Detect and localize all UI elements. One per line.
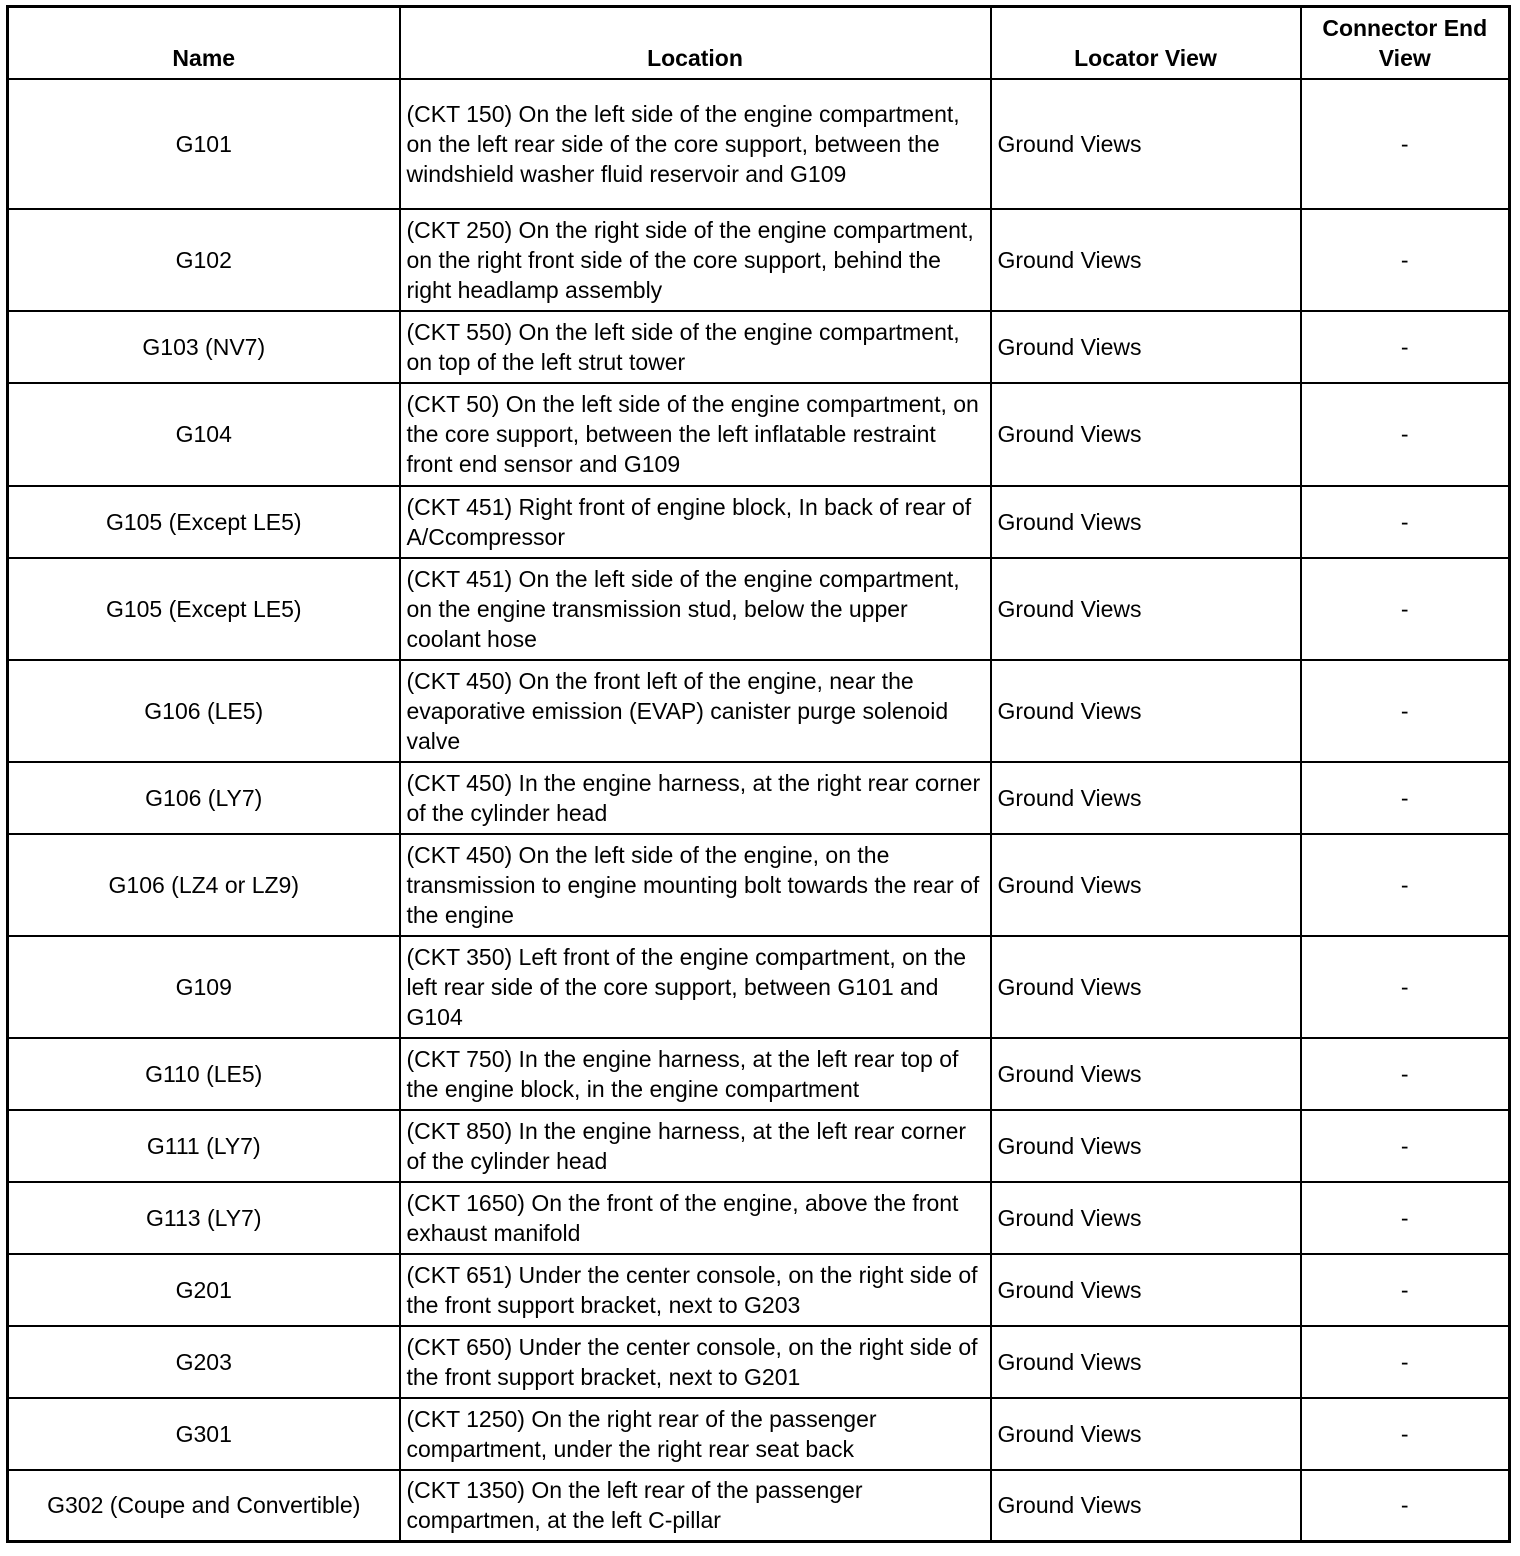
row-location: (CKT 450) On the left side of the engine, on the transmission to engine mounting bolt towards the rear of the engine [400, 834, 991, 936]
row-name: G106 (LY7) [8, 762, 400, 834]
row-locator-view: Ground Views [991, 209, 1301, 311]
row-locator-view: Ground Views [991, 1110, 1301, 1182]
row-name: G104 [8, 383, 400, 486]
row-name: G109 [8, 936, 400, 1038]
row-location: (CKT 350) Left front of the engine compartment, on the left rear side of the core support, between G101 and G104 [400, 936, 991, 1038]
row-locator-view: Ground Views [991, 1182, 1301, 1254]
row-location: (CKT 450) On the front left of the engine, near the evaporative emission (EVAP) canister purge solenoid valve [400, 660, 991, 762]
row-location: (CKT 450) In the engine harness, at the right rear corner of the cylinder head [400, 762, 991, 834]
row-connector-end-view: - [1301, 1398, 1510, 1470]
row-name: G101 [8, 79, 400, 209]
table-row [8, 1254, 1510, 1326]
ground-locations-table [6, 5, 1511, 1543]
row-name: G105 (Except LE5) [8, 486, 400, 558]
row-location: (CKT 651) Under the center console, on the right side of the front support bracket, next to G203 [400, 1254, 991, 1326]
row-location: (CKT 1650) On the front of the engine, above the front exhaust manifold [400, 1182, 991, 1254]
row-name: G302 (Coupe and Convertible) [8, 1470, 400, 1542]
row-connector-end-view: - [1301, 79, 1510, 209]
row-connector-end-view: - [1301, 558, 1510, 660]
row-locator-view: Ground Views [991, 1038, 1301, 1110]
row-location: (CKT 1350) On the left rear of the passenger compartmen, at the left C-pillar [400, 1470, 991, 1542]
row-location: (CKT 451) Right front of engine block, In back of rear of A/Ccompressor [400, 486, 991, 558]
table-row [8, 660, 1510, 762]
header-location: Location [400, 7, 991, 79]
table-row [8, 311, 1510, 383]
row-connector-end-view: - [1301, 311, 1510, 383]
row-location: (CKT 150) On the left side of the engine compartment, on the left rear side of the core support, between the windshield washer fluid reservoir and G109 [400, 79, 991, 209]
row-name: G110 (LE5) [8, 1038, 400, 1110]
row-connector-end-view: - [1301, 383, 1510, 486]
row-location: (CKT 250) On the right side of the engine compartment, on the right front side of the core support, behind the right headlamp assembly [400, 209, 991, 311]
row-connector-end-view: - [1301, 834, 1510, 936]
row-locator-view: Ground Views [991, 762, 1301, 834]
row-locator-view: Ground Views [991, 1470, 1301, 1542]
row-name: G301 [8, 1398, 400, 1470]
row-connector-end-view: - [1301, 1038, 1510, 1110]
header-connector-end-view: Connector End View [1301, 7, 1510, 79]
row-locator-view: Ground Views [991, 834, 1301, 936]
row-location: (CKT 650) Under the center console, on the right side of the front support bracket, next to G201 [400, 1326, 991, 1398]
table-row [8, 486, 1510, 558]
table-row [8, 834, 1510, 936]
row-locator-view: Ground Views [991, 311, 1301, 383]
row-location: (CKT 1250) On the right rear of the passenger compartment, under the right rear seat back [400, 1398, 991, 1470]
row-locator-view: Ground Views [991, 79, 1301, 209]
table-row [8, 558, 1510, 660]
table-row [8, 383, 1510, 486]
row-location: (CKT 50) On the left side of the engine compartment, on the core support, between the left inflatable restraint front end sensor and G109 [400, 383, 991, 486]
row-connector-end-view: - [1301, 1254, 1510, 1326]
header-name: Name [8, 7, 400, 79]
table-row [8, 1326, 1510, 1398]
row-locator-view: Ground Views [991, 1254, 1301, 1326]
row-connector-end-view: - [1301, 1110, 1510, 1182]
row-locator-view: Ground Views [991, 1326, 1301, 1398]
row-connector-end-view: - [1301, 660, 1510, 762]
row-name: G111 (LY7) [8, 1110, 400, 1182]
row-name: G106 (LZ4 or LZ9) [8, 834, 400, 936]
row-location: (CKT 750) In the engine harness, at the left rear top of the engine block, in the engine compartment [400, 1038, 991, 1110]
table-row [8, 1182, 1510, 1254]
row-locator-view: Ground Views [991, 558, 1301, 660]
table-row [8, 79, 1510, 209]
row-name: G113 (LY7) [8, 1182, 400, 1254]
header-row [8, 7, 1510, 79]
table-row [8, 209, 1510, 311]
row-connector-end-view: - [1301, 1470, 1510, 1542]
table-row [8, 1038, 1510, 1110]
row-name: G105 (Except LE5) [8, 558, 400, 660]
table-row [8, 936, 1510, 1038]
row-connector-end-view: - [1301, 486, 1510, 558]
table-row [8, 762, 1510, 834]
row-locator-view: Ground Views [991, 936, 1301, 1038]
table-row [8, 1398, 1510, 1470]
table-row [8, 1110, 1510, 1182]
header-locator-view: Locator View [991, 7, 1301, 79]
row-name: G102 [8, 209, 400, 311]
row-locator-view: Ground Views [991, 660, 1301, 762]
row-location: (CKT 850) In the engine harness, at the left rear corner of the cylinder head [400, 1110, 991, 1182]
row-name: G103 (NV7) [8, 311, 400, 383]
row-name: G106 (LE5) [8, 660, 400, 762]
row-locator-view: Ground Views [991, 1398, 1301, 1470]
row-location: (CKT 550) On the left side of the engine compartment, on top of the left strut tower [400, 311, 991, 383]
row-connector-end-view: - [1301, 1326, 1510, 1398]
row-connector-end-view: - [1301, 762, 1510, 834]
row-name: G203 [8, 1326, 400, 1398]
row-locator-view: Ground Views [991, 486, 1301, 558]
row-connector-end-view: - [1301, 209, 1510, 311]
row-connector-end-view: - [1301, 1182, 1510, 1254]
table-row [8, 1470, 1510, 1542]
row-name: G201 [8, 1254, 400, 1326]
row-locator-view: Ground Views [991, 383, 1301, 486]
row-location: (CKT 451) On the left side of the engine compartment, on the engine transmission stud, below the upper coolant hose [400, 558, 991, 660]
row-connector-end-view: - [1301, 936, 1510, 1038]
